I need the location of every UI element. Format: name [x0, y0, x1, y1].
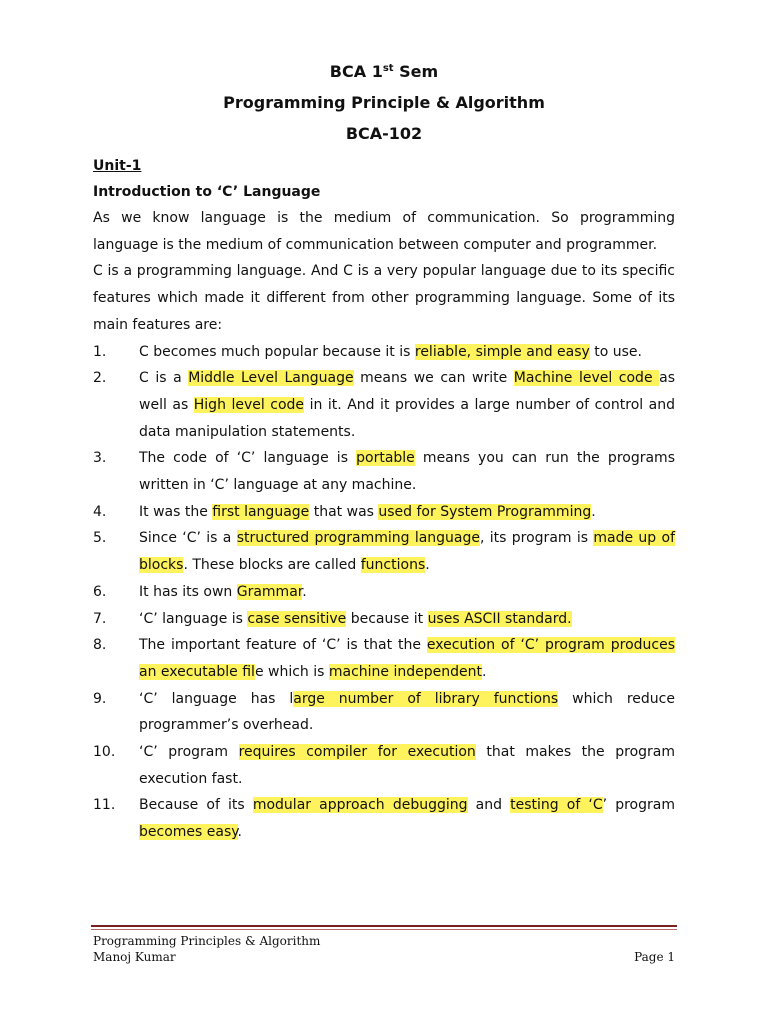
feature-text: ‘C’ language is	[139, 610, 248, 627]
footer-divider-thin	[91, 929, 677, 930]
highlighted-text: portable	[356, 450, 415, 467]
page-number: Page 1	[634, 950, 675, 964]
footer-subject: Programming Principles & Algorithm	[93, 934, 321, 948]
feature-item	[93, 686, 675, 739]
feature-item	[93, 339, 675, 366]
feature-number: 3.	[93, 450, 107, 467]
feature-number: 8.	[93, 637, 107, 654]
feature-text: .	[302, 583, 307, 600]
feature-text: C becomes much popular because it is	[139, 343, 415, 360]
feature-item	[93, 499, 675, 526]
feature-number: 1.	[93, 343, 107, 360]
highlighted-text: High level code	[193, 396, 305, 413]
feature-item	[93, 606, 675, 633]
feature-text: , its program is	[480, 530, 594, 547]
footer-divider	[91, 925, 677, 927]
feature-number: 4.	[93, 503, 107, 520]
section-heading: Introduction to ‘C’ Language	[93, 184, 321, 200]
footer-author: Manoj Kumar	[93, 950, 176, 964]
feature-text: means we can write	[353, 370, 514, 387]
feature-number: 9.	[93, 690, 107, 707]
feature-text: because it	[346, 610, 428, 627]
paragraph: As we know language is the medium of communication. So programming language is the medium of communication between computer and programmer.	[93, 210, 675, 253]
feature-item	[93, 445, 675, 498]
feature-item	[93, 525, 675, 578]
feature-text: means you can run the programs written in ‘C’ language at any machine.	[139, 450, 675, 494]
highlighted-text: functions	[360, 557, 426, 574]
highlighted-text: becomes easy	[139, 824, 238, 841]
highlighted-text: uses ASCII standard.	[427, 610, 572, 627]
document-page	[93, 0, 675, 846]
highlighted-text: execution of ‘C’ program produces an executable fil	[139, 637, 675, 680]
subject-title: Programming Principle & Algorithm	[223, 93, 545, 112]
feature-text: C is a	[139, 370, 189, 387]
feature-item	[93, 739, 675, 792]
page-footer	[93, 933, 675, 965]
feature-text: in it. And it provides a large number of control and data manipulation statements.	[139, 396, 676, 440]
highlighted-text: case sensitive	[247, 610, 347, 627]
highlighted-text: made up of blocks	[139, 530, 675, 574]
feature-text: and	[467, 797, 511, 814]
feature-text: .	[591, 503, 596, 520]
feature-text: ’ program	[602, 797, 675, 814]
feature-item	[93, 365, 675, 445]
feature-text: Since ‘C’ is a	[139, 530, 237, 547]
feature-text: e which is	[254, 663, 329, 680]
highlighted-text: requires compiler for execution	[238, 744, 476, 761]
course-code: BCA-102	[345, 124, 423, 143]
feature-text: .	[482, 663, 487, 680]
feature-text: The important feature of ‘C’ is that the	[139, 637, 427, 654]
feature-number: 11.	[93, 797, 116, 814]
feature-text: .	[237, 824, 242, 841]
feature-text: ‘C’ language has l	[139, 690, 294, 707]
feature-text: that makes the program execution fast.	[139, 744, 675, 787]
feature-number: 7.	[93, 610, 107, 627]
feature-text: .	[425, 557, 430, 574]
feature-number: 2.	[93, 370, 107, 387]
feature-number: 10.	[93, 744, 116, 761]
feature-text: Because of its	[139, 797, 253, 814]
feature-text: . These blocks are called	[183, 557, 361, 574]
feature-text: It was the	[139, 503, 213, 520]
feature-text: It has its own	[139, 583, 237, 600]
feature-text: ‘C’ program	[139, 744, 239, 761]
highlighted-text: structured programming language	[236, 530, 480, 547]
highlighted-text: used for System Programming	[378, 503, 592, 520]
highlighted-text: first language	[212, 503, 310, 520]
highlighted-text: modular approach debugging	[252, 797, 468, 814]
feature-item	[93, 792, 675, 845]
highlighted-text: Grammar	[236, 583, 303, 600]
feature-text: to use.	[589, 343, 642, 360]
course-title: BCA 1st Sem	[329, 62, 439, 81]
highlighted-text: Machine level code	[513, 370, 660, 387]
feature-list	[93, 339, 675, 846]
feature-text: as well as	[139, 370, 675, 413]
feature-item	[93, 579, 675, 606]
feature-item	[93, 632, 675, 685]
feature-text: which reduce programmer’s overhead.	[139, 690, 675, 734]
feature-text: The code of ‘C’ language is	[139, 450, 357, 467]
feature-number: 6.	[93, 583, 107, 600]
highlighted-text: machine independent	[328, 663, 482, 680]
highlighted-text: Middle Level Language	[188, 370, 354, 387]
unit-heading: Unit-1	[93, 158, 142, 174]
feature-number: 5.	[93, 530, 107, 547]
highlighted-text: testing of ‘C	[510, 797, 603, 814]
feature-text: that was	[309, 503, 379, 520]
highlighted-text: arge number of library functions	[293, 690, 559, 707]
highlighted-text: reliable, simple and easy	[414, 343, 590, 360]
paragraph: C is a programming language. And C is a very popular language due to its specific features which made it different from other programming language. Some of its main features are:	[93, 263, 675, 333]
